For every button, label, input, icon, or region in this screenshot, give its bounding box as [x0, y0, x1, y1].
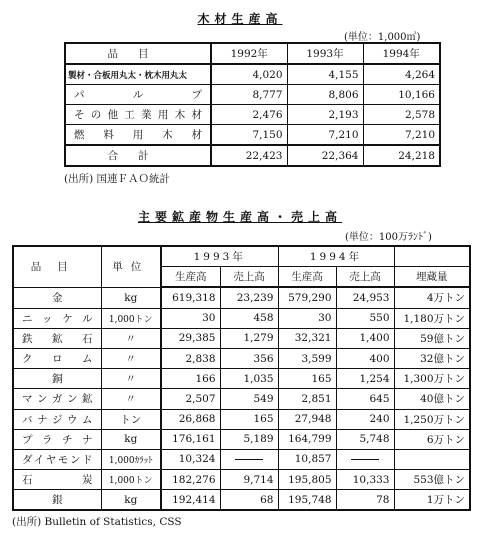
row-item: 銅 — [13, 369, 101, 389]
cell-production-1994: 195,748 — [278, 490, 336, 511]
header-sales-1994: 売上高 — [336, 267, 394, 288]
row-unit: トン — [101, 409, 161, 429]
cell-value: 22,423 — [211, 145, 287, 166]
row-item: ダイヤモンド — [13, 449, 101, 469]
header-production-1994: 生産高 — [278, 267, 336, 288]
table-row — [13, 308, 470, 328]
cell-reserves: 1,250万トン — [394, 409, 470, 429]
row-unit: 〃 — [101, 348, 161, 368]
cell-production-1993: 30 — [161, 308, 220, 328]
table-row — [13, 490, 470, 511]
row-unit: kg — [101, 490, 161, 511]
table2-title: 主要鉱産物生産高・売上高 — [137, 210, 342, 224]
cell-sales-1993: 68 — [220, 490, 278, 511]
cell-sales-1994 — [336, 449, 394, 469]
cell-value: 24,218 — [363, 145, 440, 166]
mineral-rows — [13, 287, 470, 510]
row-unit: 1,000ｶﾗｯﾄ — [101, 449, 161, 469]
cell-production-1993: 26,868 — [161, 409, 220, 429]
table-row — [13, 328, 470, 348]
cell-value: 8,777 — [211, 85, 287, 105]
cell-production-1993: 176,161 — [161, 429, 220, 449]
header-reserves: 埋蔵量 — [394, 267, 470, 288]
row-unit: kg — [101, 287, 161, 308]
header-1992: 1992年 — [211, 43, 287, 64]
cell-reserves: 6万トン — [394, 429, 470, 449]
cell-sales-1994: 400 — [336, 348, 394, 368]
cell-reserves: 32億トン — [394, 348, 470, 368]
cell-production-1993: 192,414 — [161, 490, 220, 511]
cell-production-1993: 182,276 — [161, 470, 220, 490]
cell-production-1993: 10,324 — [161, 449, 220, 469]
header-1993: 1993年 — [161, 246, 278, 267]
table-row — [13, 389, 470, 409]
cell-sales-1994: 78 — [336, 490, 394, 511]
row-unit: kg — [101, 429, 161, 449]
cell-value: 10,166 — [363, 85, 440, 105]
cell-production-1994: 10,857 — [278, 449, 336, 469]
cell-sales-1994: 5,748 — [336, 429, 394, 449]
row-item: クロム — [13, 348, 101, 368]
table-row — [13, 409, 470, 429]
cell-reserves: 1万トン — [394, 490, 470, 511]
cell-sales-1994: 645 — [336, 389, 394, 409]
table-row — [13, 287, 470, 308]
cell-production-1993: 619,318 — [161, 287, 220, 308]
table-header-row — [13, 246, 470, 267]
cell-reserves: 4万トン — [394, 287, 470, 308]
cell-value: 2,193 — [287, 105, 363, 125]
cell-sales-1993 — [220, 449, 278, 469]
row-unit: 〃 — [101, 389, 161, 409]
cell-production-1994: 30 — [278, 308, 336, 328]
cell-value: 22,364 — [287, 145, 363, 166]
cell-sales-1994: 24,953 — [336, 287, 394, 308]
cell-sales-1993: 5,189 — [220, 429, 278, 449]
table2-unit: (単位：100万ﾗﾝﾄﾞ) — [345, 232, 432, 243]
row-item: 銀 — [13, 490, 101, 511]
table-row — [65, 64, 440, 85]
row-item: 鉄鉱石 — [13, 328, 101, 348]
cell-value: 4,155 — [287, 64, 363, 85]
row-item: プラチナ — [13, 429, 101, 449]
cell-production-1994: 2,851 — [278, 389, 336, 409]
cell-sales-1993: 1,035 — [220, 369, 278, 389]
row-unit: 〃 — [101, 328, 161, 348]
row-unit: 1,000トン — [101, 470, 161, 490]
table1-title: 木材生産高 — [197, 12, 283, 26]
total-row — [65, 145, 440, 166]
cell-production-1994: 3,599 — [278, 348, 336, 368]
row-label: 製材・合板用丸太・枕木用丸太 — [65, 64, 211, 85]
cell-sales-1993: 165 — [220, 409, 278, 429]
cell-sales-1994: 1,400 — [336, 328, 394, 348]
cell-production-1993: 2,507 — [161, 389, 220, 409]
table-header-row — [65, 43, 440, 64]
cell-value: 2,578 — [363, 105, 440, 125]
header-blank — [394, 246, 470, 267]
header-1994: 1994年 — [278, 246, 394, 267]
header-item: 品目 — [13, 246, 101, 287]
cell-sales-1994: 240 — [336, 409, 394, 429]
row-unit: 〃 — [101, 369, 161, 389]
row-item: バナジウム — [13, 409, 101, 429]
cell-sales-1993: 1,279 — [220, 328, 278, 348]
no-data-dash — [235, 459, 263, 460]
header-1994: 1994年 — [363, 43, 440, 64]
cell-reserves — [394, 449, 470, 469]
total-label: 合計 — [65, 145, 211, 166]
cell-production-1994: 164,799 — [278, 429, 336, 449]
row-label: その他工業用木材 — [65, 105, 211, 125]
cell-sales-1993: 549 — [220, 389, 278, 409]
cell-value: 8,806 — [287, 85, 363, 105]
cell-value: 7,150 — [211, 125, 287, 146]
cell-value: 7,210 — [287, 125, 363, 146]
cell-sales-1993: 9,714 — [220, 470, 278, 490]
cell-value: 7,210 — [363, 125, 440, 146]
header-unit: 単位 — [101, 246, 161, 287]
table-row — [65, 85, 440, 105]
cell-sales-1994: 550 — [336, 308, 394, 328]
row-item: 金 — [13, 287, 101, 308]
cell-reserves: 59億トン — [394, 328, 470, 348]
cell-value: 2,476 — [211, 105, 287, 125]
cell-reserves: 1,180万トン — [394, 308, 470, 328]
header-item: 品目 — [65, 43, 211, 64]
timber-production-table — [64, 42, 441, 167]
cell-value: 4,020 — [211, 64, 287, 85]
table-row — [13, 348, 470, 368]
table-row — [13, 369, 470, 389]
cell-reserves: 553億トン — [394, 470, 470, 490]
table-row — [65, 125, 440, 146]
cell-production-1993: 166 — [161, 369, 220, 389]
header-production-1993: 生産高 — [161, 267, 220, 288]
table-row — [65, 105, 440, 125]
table-row — [13, 449, 470, 469]
cell-production-1993: 2,838 — [161, 348, 220, 368]
row-unit: 1,000トン — [101, 308, 161, 328]
table-row — [13, 470, 470, 490]
cell-reserves: 40億トン — [394, 389, 470, 409]
header-sales-1993: 売上高 — [220, 267, 278, 288]
cell-sales-1993: 458 — [220, 308, 278, 328]
cell-sales-1993: 356 — [220, 348, 278, 368]
row-item: ニッケル — [13, 308, 101, 328]
header-1993: 1993年 — [287, 43, 363, 64]
table2-source: (出所) Bulletin of Statistics, CSS — [12, 516, 182, 528]
row-label: 燃料用木材 — [65, 125, 211, 146]
cell-production-1994: 32,321 — [278, 328, 336, 348]
mineral-production-table — [12, 245, 471, 511]
table1-source: (出所) 国連ＦＡＯ統計 — [64, 173, 171, 185]
cell-sales-1993: 23,239 — [220, 287, 278, 308]
no-data-dash — [351, 459, 379, 460]
row-label: パルプ — [65, 85, 211, 105]
cell-reserves: 1,300万トン — [394, 369, 470, 389]
cell-production-1994: 195,805 — [278, 470, 336, 490]
cell-production-1994: 27,948 — [278, 409, 336, 429]
cell-sales-1994: 1,254 — [336, 369, 394, 389]
cell-production-1993: 29,385 — [161, 328, 220, 348]
row-item: 石炭 — [13, 470, 101, 490]
cell-sales-1994: 10,333 — [336, 470, 394, 490]
row-item: マンガン鉱 — [13, 389, 101, 409]
cell-production-1994: 579,290 — [278, 287, 336, 308]
table1-unit: (単位：1,000㎥) — [344, 32, 421, 43]
table-row — [13, 429, 470, 449]
cell-production-1994: 165 — [278, 369, 336, 389]
cell-value: 4,264 — [363, 64, 440, 85]
